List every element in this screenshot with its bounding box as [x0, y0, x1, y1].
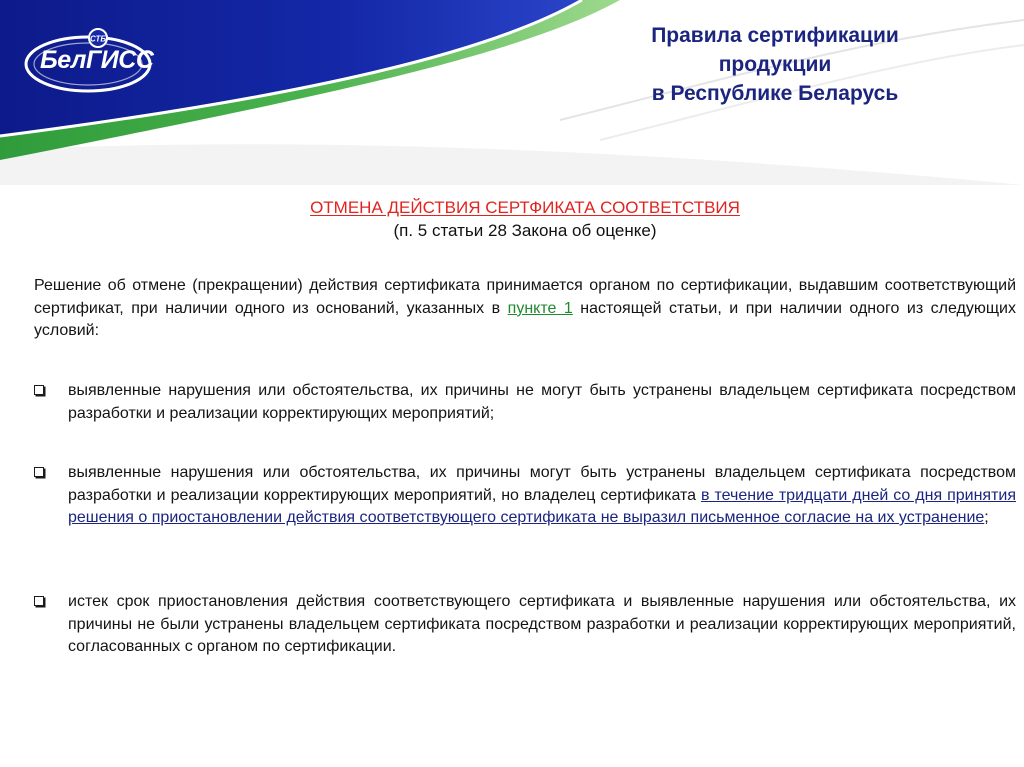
condition-2-text-end: ; — [984, 509, 989, 526]
page-title — [560, 21, 990, 108]
page-title-line-2: продукции — [718, 53, 832, 76]
intro-text-end: настоящей статьи, и при наличии одного из следующих условий: — [34, 299, 1016, 339]
intro-paragraph — [34, 275, 1016, 343]
checkbox-bullet-icon — [34, 385, 44, 395]
section-heading: ОТМЕНА ДЕЙСТВИЯ СЕРТФИКАТА СООТВЕТСТВИЯ — [310, 198, 740, 217]
section-subheading: (п. 5 статьи 28 Закона об оценке) — [393, 221, 657, 240]
thirty-days-condition-link[interactable]: в течение тридцати дней со дня принятия решения о приостановлении действия соответствующего сертификата не выразил письменное согласие на их устранение — [68, 486, 1016, 526]
condition-text-2 — [68, 462, 1016, 530]
condition-2-text-start: выявленные нарушения или обстоятельства, их причины могут быть устранены владельцем сертификата посредством разработки и реализации корректирующих мероприятий, но владелец сертификата — [68, 464, 1016, 504]
condition-text-1: выявленные нарушения или обстоятельства, их причины не могут быть устранены владельцем сертификата посредством разработки и реализации корректирующих мероприятий; — [68, 382, 1016, 422]
page-title-line-3: в Республике Беларусь — [651, 82, 899, 105]
logo-text: БелГИСС — [40, 46, 154, 74]
condition-item-2 — [34, 462, 1016, 530]
section-heading-block — [34, 197, 1016, 243]
intro-text-start: Решение об отмене (прекращении) действия сертификата принимается органом по сертификации, выдавшим соответствующий сертификат, при наличии одного из оснований, указанных в — [34, 277, 1016, 317]
logo-emblem-text: СТБ — [89, 34, 107, 44]
condition-text-3: истек срок приостановления действия соответствующего сертификата и выявленные нарушения или обстоятельства, их причины не были устранены владельцем сертификата посредством разработки и реализации корректирующих мероприятий, согласованных с органом по сертификации. — [68, 593, 1016, 655]
checkbox-bullet-icon — [34, 596, 44, 606]
condition-item-3 — [34, 591, 1016, 659]
condition-item-1 — [34, 380, 1016, 425]
belgiss-logo — [22, 26, 164, 96]
page-title-line-1: Правила сертификации — [651, 24, 899, 47]
law-reference-link[interactable]: пункте 1 — [507, 299, 573, 317]
checkbox-bullet-icon — [34, 467, 44, 477]
